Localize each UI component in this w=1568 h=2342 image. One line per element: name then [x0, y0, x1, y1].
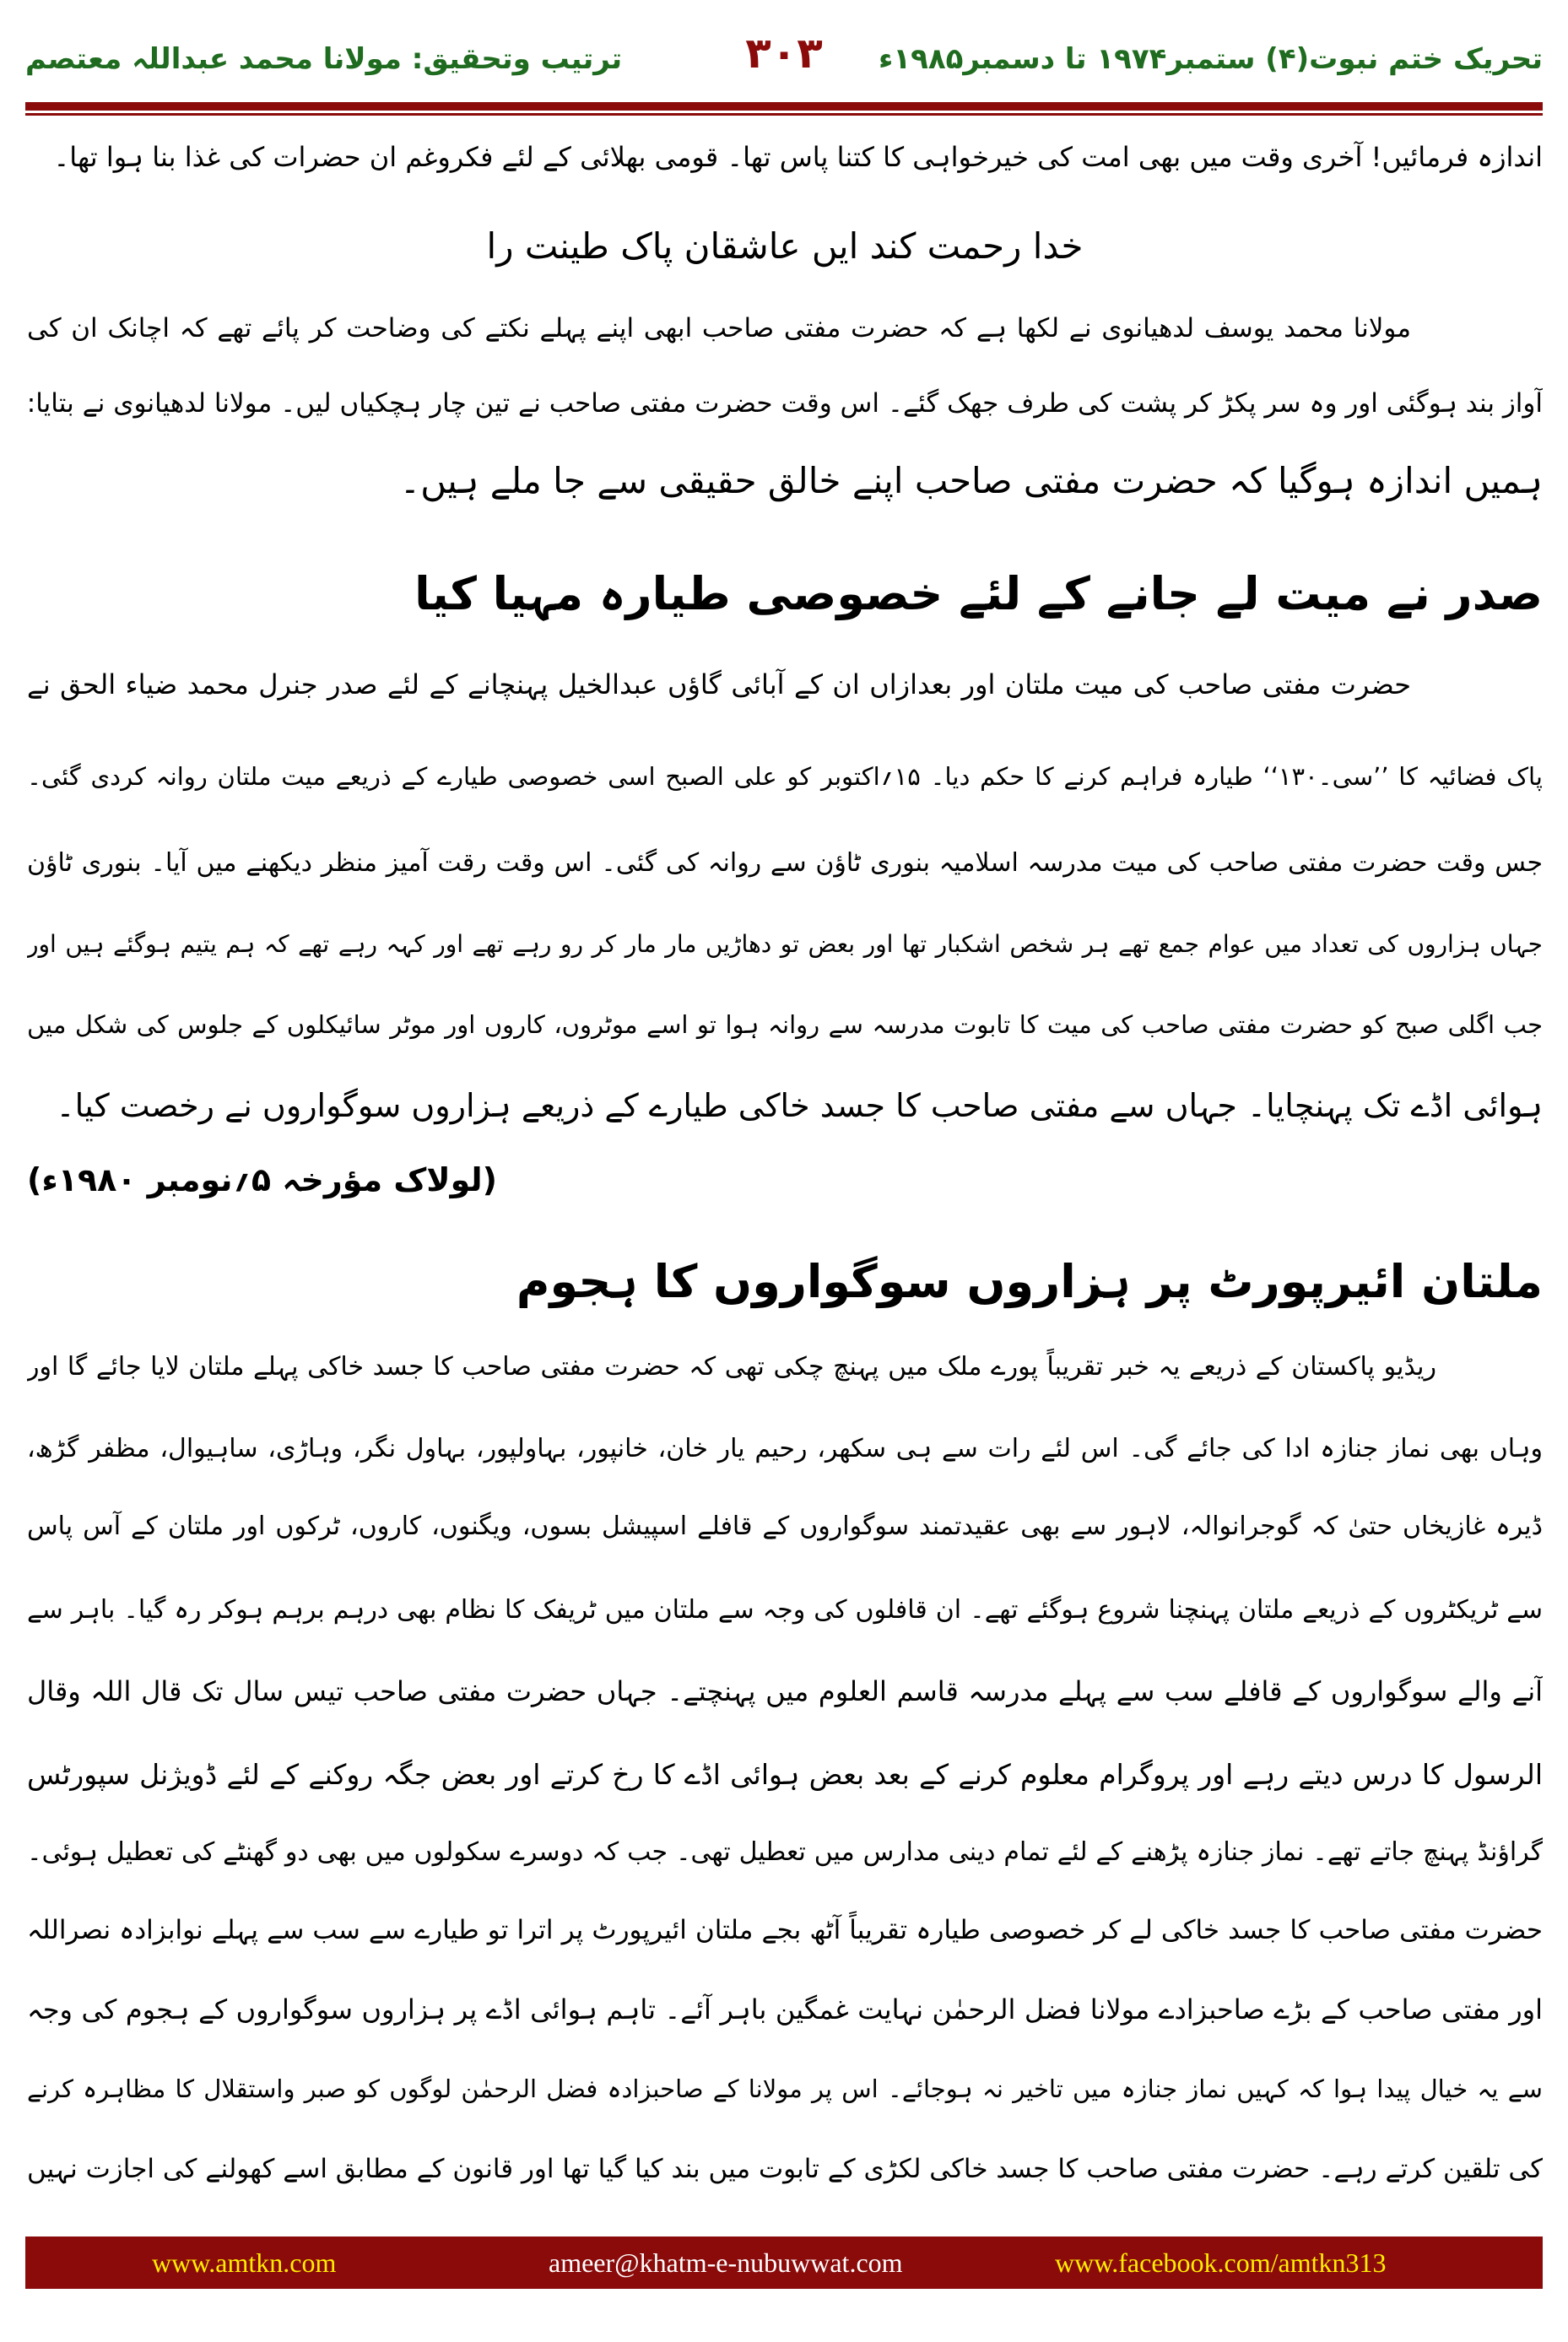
text-line: گراؤنڈ پہنچ جاتے تھے۔ نماز جنازہ پڑھنے کے لئے تمام دینی مدارس میں تعطیل تھی۔ جب کہ دوسرے سکولوں میں بھی دو گھنٹے کی تعطیل ہوئی۔ [27, 1837, 1543, 1867]
text-line: ہوائی اڈے تک پہنچایا۔ جہاں سے مفتی صاحب کا جسد خاکی طیارے کے ذریعے ہزاروں سوگواروں نے رخصت کیا۔ [56, 1087, 1543, 1124]
text-line: ریڈیو پاکستان کے ذریعے یہ خبر تقریباً پورے ملک میں پہنچ چکی تھی کہ حضرت مفتی صاحب کا جسد خاکی پہلے ملتان لایا جائے گا اور [27, 1352, 1436, 1382]
text-line: ڈیرہ غازیخاں حتیٰ کہ گوجرانوالہ، لاہور سے بھی عقیدتمند سوگواروں کے قافلے اسپیشل بسوں، ویگنوں، کاروں، ٹرکوں اور ملتان کے آس پاس [27, 1512, 1543, 1541]
book-title: تحریک ختم نبوت(۴) ستمبر۱۹۷۴ تا دسمبر۱۹۸۵ء [878, 42, 1543, 76]
text-line: اور مفتی صاحب کے بڑے صاحبزادے مولانا فضل الرحمٰن نہایت غمگین باہر آئے۔ تاہم ہوائی اڈے پر ہزاروں سوگواروں کے ہجوم کی وجہ [27, 1993, 1543, 2026]
text-line: الرسول کا درس دیتے رہے اور پروگرام معلوم کرنے کے بعد بعض ہوائی اڈے کا رخ کرتے اور بعض جگہ روکنے کے لئے ڈویژنل سپورٹس [27, 1758, 1543, 1791]
text-line: اندازہ فرمائیں! آخری وقت میں بھی امت کی خیرخواہی کا کتنا پاس تھا۔ قومی بھلائی کے لئے فکروغم ان حضرات کی غذا بنا ہوا تھا۔ [53, 141, 1543, 173]
text-line: جس وقت حضرت مفتی صاحب کی میت مدرسہ اسلامیہ بنوری ٹاؤن سے روانہ کی گئی۔ اس وقت رقت آمیز منظر دیکھنے میں آیا۔ بنوری ٹاؤن [27, 848, 1543, 878]
text-line: سے یہ خیال پیدا ہوا کہ کہیں نماز جنازہ میں تاخیر نہ ہوجائے۔ اس پر مولانا کے صاحبزادہ فضل الرحمٰن لوگوں کو صبر واستقلال کا مظاہرہ کرنے [27, 2074, 1543, 2103]
text-line: حضرت مفتی صاحب کا جسد خاکی لے کر خصوصی طیارہ تقریباً آٹھ بجے ملتان ائیرپورٹ پر اترا تو طیارے سے سب سے پہلے نوابزادہ نصراللہ [27, 1915, 1543, 1945]
text-line: جب اگلی صبح کو حضرت مفتی صاحب کی میت کا تابوت مدرسہ سے روانہ ہوا تو اسے موٹروں، کاروں اور موٹر سائیکلوں کے جلوس کی شکل میں [27, 1010, 1543, 1039]
section-heading: ملتان ائیرپورٹ پر ہزاروں سوگواروں کا ہجوم [516, 1255, 1543, 1308]
compiler-credit: ترتیب وتحقیق: مولانا محمد عبداللہ معتصم [25, 42, 623, 76]
text-line: وہاں بھی نماز جنازہ ادا کی جائے گی۔ اس لئے رات سے ہی سکھر، رحیم یار خان، خانپور، بہاولپور، بہاول نگر، وہاڑی، ساہیوال، مظفر گڑھ، [27, 1434, 1543, 1463]
text-line: ہمیں اندازہ ہوگیا کہ حضرت مفتی صاحب اپنے خالق حقیقی سے جا ملے ہیں۔ [399, 460, 1543, 501]
footer-facebook-link[interactable]: www.facebook.com/amtkn313 [1055, 2247, 1387, 2278]
header-rule-thin [25, 113, 1543, 116]
text-line: آنے والے سوگواروں کے قافلے سب سے پہلے مدرسہ قاسم العلوم میں پہنچتے۔ جہاں حضرت مفتی صاحب تیس سال تک قال اللہ وقال [27, 1675, 1543, 1707]
source-citation: (لولاک مؤرخہ ۵؍نومبر ۱۹۸۰ء) [27, 1161, 498, 1198]
verse-line: خدا رحمت کند ایں عاشقان پاک طینت را [486, 225, 1084, 267]
text-line: آواز بند ہوگئی اور وہ سر پکڑ کر پشت کی طرف جھک گئے۔ اس وقت حضرت مفتی صاحب نے تین چار ہچکیاں لیں۔ مولانا لدھیانوی نے بتایا: [27, 388, 1543, 419]
footer-bar [25, 2237, 1543, 2289]
text-line: سے ٹریکٹروں کے ذریعے ملتان پہنچنا شروع ہوگئے تھے۔ ان قافلوں کی وجہ سے ملتان میں ٹریفک کا نظام بھی درہم برہم ہوکر رہ گیا۔ باہر سے [27, 1595, 1543, 1625]
text-line: پاک فضائیہ کا ’’سی۔۱۳۰‘‘ طیارہ فراہم کرنے کا حکم دیا۔ ۱۵؍اکتوبر کو علی الصبح اسی خصوصی طیارے کے ذریعے میت ملتان روانہ کردی گئی۔ [27, 762, 1543, 791]
header-rule-thick [25, 102, 1543, 111]
text-line: حضرت مفتی صاحب کی میت ملتان اور بعدازاں ان کے آبائی گاؤں عبدالخیل پہنچانے کے لئے صدر جنرل محمد ضیاء الحق نے [27, 668, 1411, 700]
footer-email-link[interactable]: ameer@khatm-e-nubuwwat.com [549, 2247, 903, 2278]
text-line: کی تلقین کرتے رہے۔ حضرت مفتی صاحب کا جسد خاکی لکڑی کے تابوت میں بند کیا گیا تھا اور قانون کے مطابق اسے کھولنے کی اجازت نہیں [27, 2154, 1543, 2184]
page-number: ۳۰۳ [745, 29, 823, 78]
section-heading: صدر نے میت لے جانے کے لئے خصوصی طیارہ مہیا کیا [414, 567, 1543, 620]
footer-website-link[interactable]: www.amtkn.com [152, 2247, 337, 2278]
text-line: جہاں ہزاروں کی تعداد میں عوام جمع تھے ہر شخص اشکبار تھا اور بعض تو دھاڑیں مار مار کر رو رہے تھے اور کہہ رہے تھے کہ ہم یتیم ہوگئے ہیں اور [27, 930, 1543, 958]
text-line: مولانا محمد یوسف لدھیانوی نے لکھا ہے کہ حضرت مفتی صاحب ابھی اپنے پہلے نکتے کی وضاحت کر پائے تھے کہ اچانک ان کی [27, 313, 1411, 343]
